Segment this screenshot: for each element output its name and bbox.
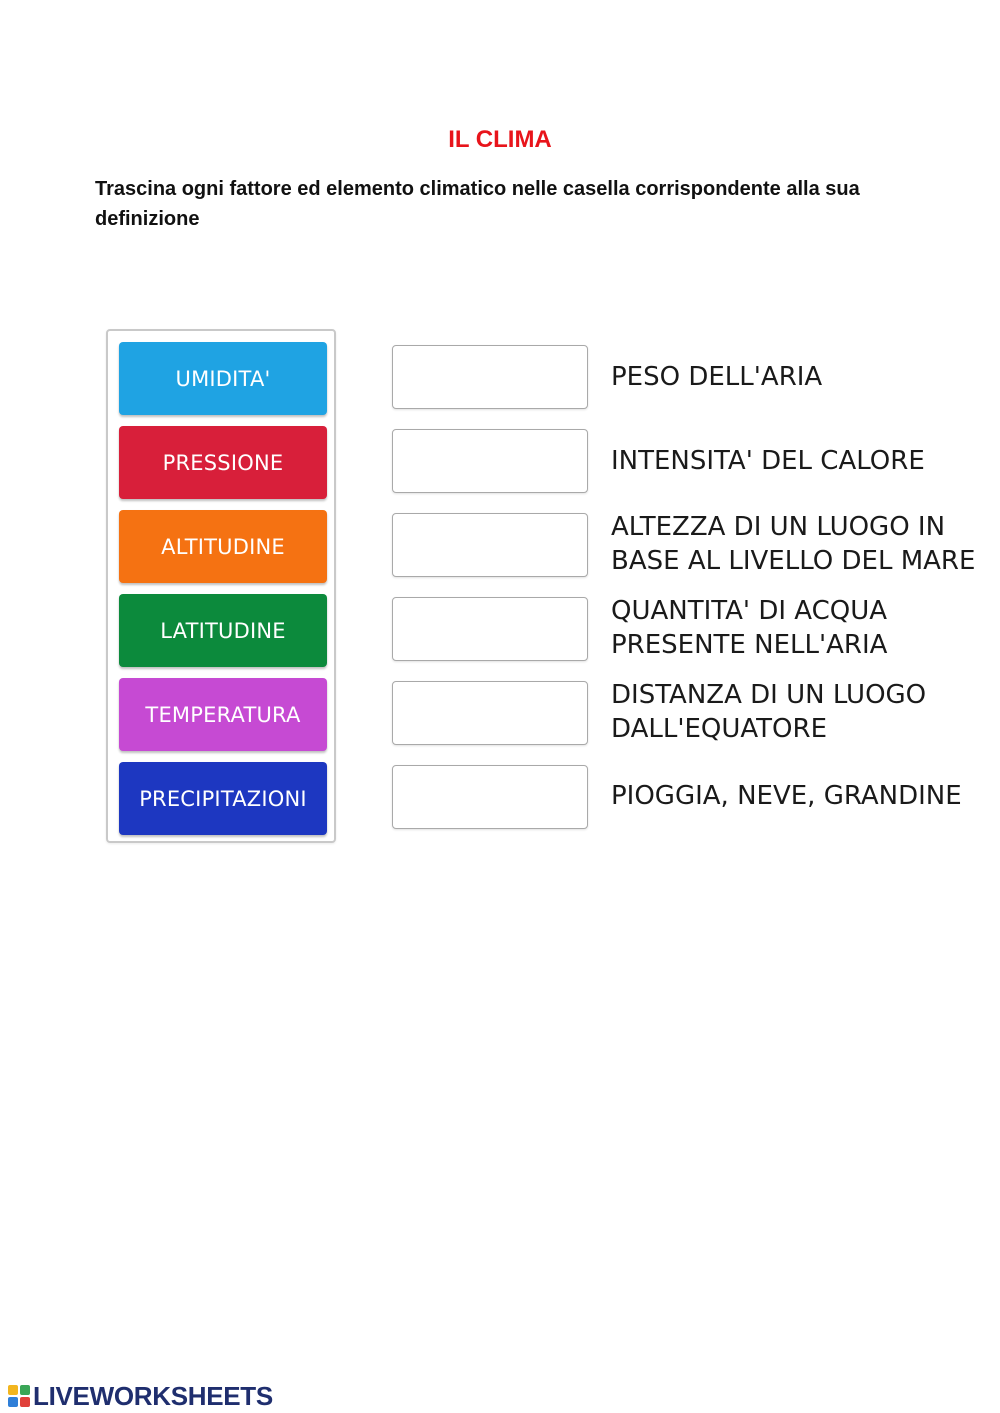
- definition-3: ALTEZZA DI UN LUOGO IN BASE AL LIVELLO DEL MARE: [611, 512, 976, 576]
- drag-chip-latitudine[interactable]: LATITUDINE: [119, 594, 327, 667]
- drop-box-4[interactable]: [392, 597, 588, 661]
- definition-6: PIOGGIA, NEVE, GRANDINE: [611, 781, 962, 811]
- drop-box-6[interactable]: [392, 765, 588, 829]
- definition-1: PESO DELL'ARIA: [611, 362, 823, 392]
- definition-5: DISTANZA DI UN LUOGO DALL'EQUATORE: [611, 680, 927, 744]
- brand-name: LIVEWORKSHEETS: [33, 1380, 273, 1411]
- word-bank: [106, 329, 336, 843]
- drop-box-3[interactable]: [392, 513, 588, 577]
- drag-chip-altitudine[interactable]: ALTITUDINE: [119, 510, 327, 583]
- logo-blocks-icon: [8, 1385, 30, 1407]
- drop-box-5[interactable]: [392, 681, 588, 745]
- page-title: IL CLIMA: [448, 126, 552, 153]
- drag-chip-precipitazioni[interactable]: PRECIPITAZIONI: [119, 762, 327, 835]
- instructions: Trascina ogni fattore ed elemento climatico nelle casella corrispondente alla sua definizione: [95, 178, 860, 230]
- liveworksheets-logo: [8, 1381, 273, 1411]
- drag-chip-pressione[interactable]: PRESSIONE: [119, 426, 327, 499]
- drag-chip-umidita[interactable]: UMIDITA': [119, 342, 327, 415]
- drop-box-2[interactable]: [392, 429, 588, 493]
- drag-chip-temperatura[interactable]: TEMPERATURA: [119, 678, 327, 751]
- drop-box-1[interactable]: [392, 345, 588, 409]
- definition-4: QUANTITA' DI ACQUA PRESENTE NELL'ARIA: [611, 596, 888, 660]
- definition-2: INTENSITA' DEL CALORE: [611, 446, 925, 476]
